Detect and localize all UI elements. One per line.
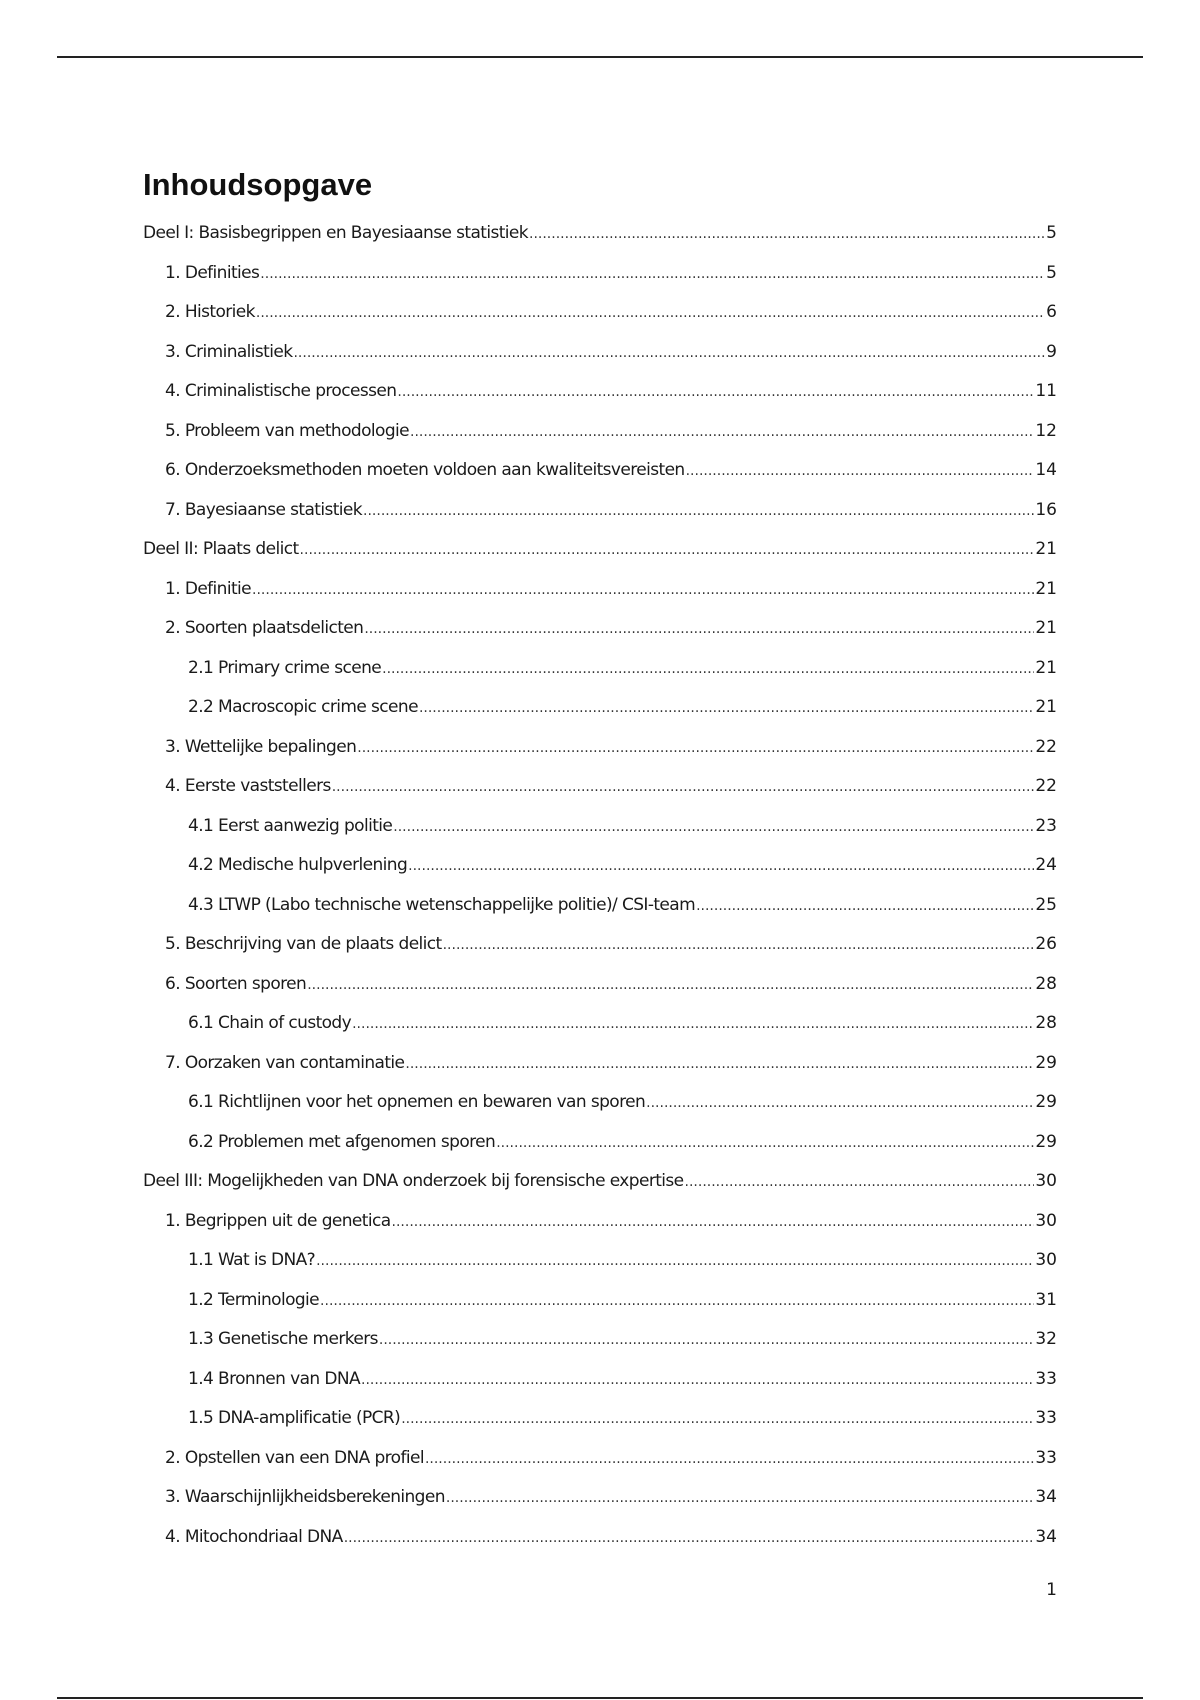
toc-entry-label: 4. Mitochondriaal DNA (165, 1526, 343, 1547)
toc-entry-label: 6.2 Problemen met afgenomen sporen (188, 1131, 496, 1152)
toc-entry[interactable] (143, 1168, 1057, 1194)
toc-entry-label: 2.1 Primary crime scene (188, 657, 382, 678)
toc-entry[interactable] (143, 299, 1057, 325)
toc-entry-page: 33 (1035, 1408, 1057, 1428)
toc-entry-label: 1. Definitie (165, 578, 252, 599)
toc-entry-label: 2. Soorten plaatsdelicten (165, 618, 364, 638)
toc-entry[interactable] (143, 1287, 1057, 1313)
toc-entry[interactable] (143, 1366, 1057, 1392)
toc-dot-leader (397, 378, 1034, 405)
toc-entry-label: 3. Criminalistiek (165, 341, 293, 362)
toc-entry-label: 4.1 Eerst aanwezig politie (188, 815, 393, 836)
toc-entry-page: 16 (1035, 499, 1057, 520)
toc-entry-label: 1.1 Wat is DNA? (188, 1250, 316, 1270)
toc-entry[interactable] (143, 1050, 1057, 1076)
toc-dot-leader (316, 1247, 1034, 1274)
toc-entry[interactable] (143, 694, 1057, 720)
toc-dot-leader (357, 734, 1034, 761)
toc-entry[interactable] (143, 1326, 1057, 1352)
toc-entry-page: 9 (1046, 341, 1057, 362)
toc-entry-label: 2. Historiek (165, 302, 255, 322)
toc-entry[interactable] (143, 813, 1057, 839)
toc-entry[interactable] (143, 1208, 1057, 1234)
toc-entry-label: 6. Onderzoeksmethoden moeten voldoen aan kwaliteitsvereisten (165, 460, 685, 480)
toc-entry[interactable] (143, 497, 1057, 523)
toc-entry[interactable] (143, 378, 1057, 404)
toc-entry[interactable] (143, 1405, 1057, 1431)
toc-entry-label: 4. Criminalistische processen (165, 381, 397, 401)
toc-dot-leader (379, 1326, 1034, 1353)
toc-dot-leader (320, 1287, 1034, 1314)
toc-dot-leader (260, 260, 1045, 287)
toc-title: Inhoudsopgave (143, 167, 373, 202)
toc-entry[interactable] (143, 1247, 1057, 1273)
toc-entry-page: 11 (1035, 381, 1057, 401)
toc-entry-page: 26 (1035, 934, 1057, 954)
toc-entry-label: 4. Eerste vaststellers (165, 776, 331, 796)
toc-entry-page: 28 (1035, 973, 1057, 994)
toc-dot-leader (332, 773, 1035, 800)
toc-entry-label: 2.2 Macroscopic crime scene (188, 697, 418, 717)
toc-entry-label: Deel III: Mogelijkheden van DNA onderzoek bij forensische expertise (143, 1171, 684, 1191)
toc-entry[interactable] (143, 220, 1057, 246)
header-rule (57, 56, 1143, 58)
toc-dot-leader (446, 1484, 1034, 1511)
toc-dot-leader (696, 892, 1034, 919)
toc-entry-page: 5 (1046, 262, 1057, 283)
toc-entry[interactable] (143, 852, 1057, 878)
toc-dot-leader (419, 694, 1034, 721)
toc-entry[interactable] (143, 773, 1057, 799)
toc-dot-leader (408, 852, 1034, 879)
toc-entry[interactable] (143, 418, 1057, 444)
toc-entry-page: 34 (1035, 1526, 1057, 1547)
toc-dot-leader (401, 1405, 1034, 1432)
toc-entry[interactable] (143, 576, 1057, 602)
toc-dot-leader (361, 1366, 1034, 1393)
toc-dot-leader (425, 1445, 1034, 1472)
toc-entry-page: 33 (1035, 1447, 1057, 1468)
toc-dot-leader (256, 299, 1045, 326)
toc-dot-leader (300, 536, 1035, 563)
toc-entry-page: 32 (1035, 1329, 1057, 1349)
toc-entry-page: 22 (1035, 776, 1057, 796)
toc-entry-label: 5. Beschrijving van de plaats delict (165, 934, 442, 954)
toc-entry-label: 1.4 Bronnen van DNA (188, 1368, 360, 1389)
toc-entry-page: 21 (1035, 618, 1057, 638)
toc-entry-page: 31 (1035, 1289, 1057, 1310)
toc-entry-page: 28 (1035, 1013, 1057, 1033)
toc-entry-label: 1.2 Terminologie (188, 1289, 320, 1310)
toc-entry[interactable] (143, 892, 1057, 918)
toc-entry-label: 2. Opstellen van een DNA profiel (165, 1447, 424, 1468)
toc-dot-leader (352, 1010, 1034, 1037)
toc-entry-label: 1.3 Genetische merkers (188, 1329, 378, 1349)
toc-dot-leader (443, 931, 1035, 958)
toc-entry[interactable] (143, 260, 1057, 286)
toc-dot-leader (344, 1524, 1035, 1551)
page-number: 1 (1046, 1580, 1057, 1600)
toc-entry-page: 22 (1035, 736, 1057, 757)
toc-dot-leader (410, 418, 1034, 445)
toc-entry[interactable] (143, 971, 1057, 997)
toc-entry-page: 33 (1035, 1368, 1057, 1389)
toc-entry-label: 6.1 Chain of custody (188, 1013, 352, 1033)
toc-entry-label: 1. Begrippen uit de genetica (165, 1210, 391, 1231)
toc-entry-label: 1.5 DNA-amplificatie (PCR) (188, 1408, 401, 1428)
toc-dot-leader (382, 655, 1034, 682)
toc-entry-page: 23 (1035, 815, 1057, 836)
toc-dot-leader (307, 971, 1034, 998)
toc-entry-label: Deel II: Plaats delict (143, 539, 299, 559)
toc-entry[interactable] (143, 734, 1057, 760)
toc-entry-page: 24 (1035, 855, 1057, 875)
toc-entry-page: 29 (1035, 1131, 1057, 1152)
toc-dot-leader (393, 813, 1034, 840)
toc-dot-leader (496, 1129, 1034, 1156)
toc-entry-page: 14 (1035, 460, 1057, 480)
toc-dot-leader (529, 220, 1045, 247)
toc-entry-page: 21 (1035, 697, 1057, 717)
toc-entry-page: 29 (1035, 1092, 1057, 1112)
toc-entry-label: Deel I: Basisbegrippen en Bayesiaanse statistiek (143, 223, 528, 243)
toc-dot-leader (363, 497, 1034, 524)
toc-entry-label: 6. Soorten sporen (165, 973, 307, 994)
footer-rule (57, 1697, 1143, 1699)
toc-entry[interactable] (143, 615, 1057, 641)
toc-dot-leader (405, 1050, 1034, 1077)
toc-entry-page: 5 (1046, 223, 1057, 243)
toc-entry[interactable] (143, 1445, 1057, 1471)
toc-entry[interactable] (143, 655, 1057, 681)
toc-entry[interactable] (143, 457, 1057, 483)
toc-entry[interactable] (143, 536, 1057, 562)
toc-entry-page: 6 (1046, 302, 1057, 322)
toc-entry[interactable] (143, 1129, 1057, 1155)
toc-entry-page: 30 (1035, 1250, 1057, 1270)
toc-entry-page: 21 (1035, 539, 1057, 559)
toc-entry-label: 1. Definities (165, 262, 260, 283)
toc-entry[interactable] (143, 1089, 1057, 1115)
toc-dot-leader (392, 1208, 1035, 1235)
toc-entry-page: 21 (1035, 657, 1057, 678)
toc-entry-label: 7. Bayesiaanse statistiek (165, 499, 363, 520)
toc-entry-label: 5. Probleem van methodologie (165, 420, 409, 441)
toc-entry-page: 12 (1035, 420, 1057, 441)
toc-entry[interactable] (143, 931, 1057, 957)
toc-entry-label: 6.1 Richtlijnen voor het opnemen en bewaren van sporen (188, 1092, 646, 1112)
toc-entry[interactable] (143, 1010, 1057, 1036)
toc-dot-leader (252, 576, 1034, 603)
toc-entry-label: 4.2 Medische hulpverlening (188, 855, 408, 875)
toc-dot-leader (364, 615, 1034, 642)
toc-dot-leader (293, 339, 1045, 366)
toc-entry-page: 25 (1035, 894, 1057, 915)
toc-entry[interactable] (143, 339, 1057, 365)
toc-entry-label: 4.3 LTWP (Labo technische wetenschappelijke politie)/ CSI-team (188, 894, 696, 915)
toc-entry[interactable] (143, 1524, 1057, 1550)
toc-entry-page: 21 (1035, 578, 1057, 599)
toc-entry-page: 34 (1035, 1487, 1057, 1507)
toc-entry-label: 3. Waarschijnlijkheidsberekeningen (165, 1487, 445, 1507)
toc-dot-leader (685, 1168, 1035, 1195)
toc-dot-leader (686, 457, 1035, 484)
toc-entry-label: 3. Wettelijke bepalingen (165, 736, 357, 757)
toc-entry-page: 30 (1035, 1171, 1057, 1191)
toc-entry-page: 30 (1035, 1210, 1057, 1231)
toc-entry-page: 29 (1035, 1052, 1057, 1073)
toc-entry[interactable] (143, 1484, 1057, 1510)
toc-entry-label: 7. Oorzaken van contaminatie (165, 1052, 405, 1073)
toc-dot-leader (646, 1089, 1034, 1116)
